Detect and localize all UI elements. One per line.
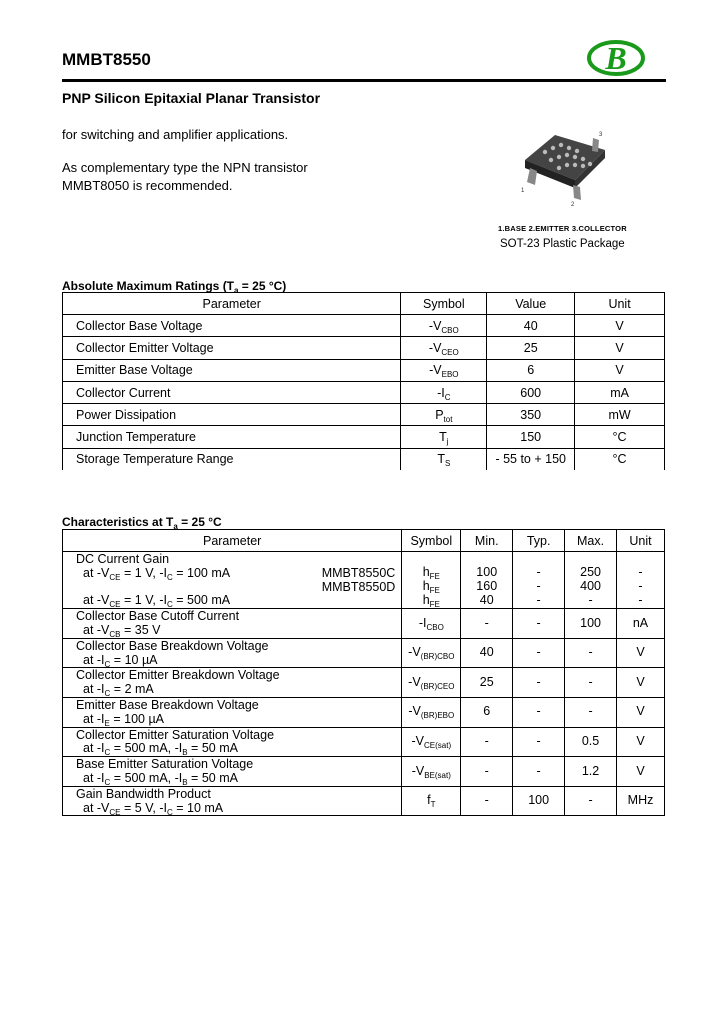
min-cell: 6	[461, 697, 513, 727]
unit-cell: V	[617, 727, 665, 757]
symbol-cell: $-I_{CBO}$	[402, 609, 461, 639]
max-cell: -	[565, 668, 617, 698]
max-cell: 100	[565, 609, 617, 639]
table-row	[63, 786, 665, 816]
condition-line: at $-V_{CE} = 1$ V, $-I_C = 100$ mA MMBT8550C	[83, 565, 396, 582]
typ-cell: -	[513, 668, 565, 698]
max-cell: -	[565, 786, 617, 816]
symbol-cell: $-V_{BE(sat)}$	[402, 757, 461, 787]
unit-cell: V	[617, 697, 665, 727]
typ-cell: -	[513, 609, 565, 639]
param-cell	[63, 552, 402, 609]
logo-letter: B	[605, 40, 627, 76]
symbol-cell: $-V_{(BR)CBO}$	[402, 638, 461, 668]
table-row	[63, 404, 665, 426]
unit-cell: nA	[617, 609, 665, 639]
col-header: Unit	[575, 293, 665, 315]
document-title: MMBT8550	[62, 50, 151, 69]
brand-logo-icon	[586, 39, 646, 77]
table-row	[63, 381, 665, 403]
table-row	[63, 337, 665, 359]
model-label: MMBT8550C	[321, 565, 396, 580]
unit-cell: V	[617, 638, 665, 668]
param-cell: Base Emitter Saturation Voltage at $-I_C = 500$ mA, $-I_B = 50$ mA	[63, 757, 402, 787]
table-row	[63, 668, 665, 698]
typ-cell: -	[513, 727, 565, 757]
max-cell: 250 400 -	[565, 552, 617, 609]
col-header: Max.	[565, 530, 617, 552]
min-cell: 100 160 40	[461, 552, 513, 609]
value-cell: 40	[487, 315, 575, 337]
typ-cell: -	[513, 757, 565, 787]
abs-max-table	[62, 292, 665, 470]
col-header: Typ.	[513, 530, 565, 552]
svg-text:3: 3	[599, 132, 603, 138]
symbol-cell: $-V_{CEO}$	[401, 337, 487, 359]
symbol-cell: $-V_{(BR)EBO}$	[402, 697, 461, 727]
col-header: Value	[487, 293, 575, 315]
param-cell: Emitter Base Voltage	[63, 359, 401, 381]
min-cell: -	[461, 609, 513, 639]
max-cell: 0.5	[565, 727, 617, 757]
unit-cell: mA	[575, 381, 665, 403]
unit-cell: V	[575, 315, 665, 337]
table-row	[63, 697, 665, 727]
package-name: SOT-23 Plastic Package	[500, 238, 625, 250]
pin-labels: 1.BASE 2.EMITTER 3.COLLECTOR	[498, 224, 627, 233]
typ-cell: -	[513, 697, 565, 727]
table-row-dc-gain	[63, 552, 665, 609]
param-cell: Collector Emitter Breakdown Voltage at $-I_C = 2$ mA	[63, 668, 402, 698]
table-header-row	[63, 293, 665, 315]
param-cell: Collector Base Voltage	[63, 315, 401, 337]
param-cell: Gain Bandwidth Product at $-V_{CE} = 5$ V, $-I_C = 10$ mA	[63, 786, 402, 816]
table-row	[63, 426, 665, 448]
intro-line-1: for switching and amplifier applications.	[62, 127, 289, 142]
sot23-package-icon	[515, 130, 615, 210]
param-cell: Power Dissipation	[63, 404, 401, 426]
param-cell: Collector Emitter Voltage	[63, 337, 401, 359]
typ-cell: -	[513, 638, 565, 668]
symbol-cell: $h_{FE}$ $h_{FE}$ $h_{FE}$	[402, 552, 461, 609]
condition-line: at $-V_{CE} = 1$ V, $-I_C = 500$ mA	[83, 593, 231, 610]
symbol-cell: $-V_{CBO}$	[401, 315, 487, 337]
table-row	[63, 638, 665, 668]
symbol-cell: $f_T$	[402, 786, 461, 816]
value-cell: 350	[487, 404, 575, 426]
table-row	[63, 727, 665, 757]
unit-cell: °C	[575, 426, 665, 448]
table-header-row	[63, 530, 665, 552]
value-cell: 150	[487, 426, 575, 448]
symbol-cell: $-V_{EBO}$	[401, 359, 487, 381]
col-header: Symbol	[401, 293, 487, 315]
intro-line-2: As complementary type the NPN transistor	[62, 160, 308, 175]
unit-cell: MHz	[617, 786, 665, 816]
unit-cell: V	[575, 359, 665, 381]
value-cell: 6	[487, 359, 575, 381]
title-rule	[62, 79, 666, 82]
table-row	[63, 359, 665, 381]
symbol-cell: $P_{tot}$	[401, 404, 487, 426]
max-cell: -	[565, 697, 617, 727]
col-header: Min.	[461, 530, 513, 552]
min-cell: 40	[461, 638, 513, 668]
param-cell: Collector Base Breakdown Voltage at $-I_C = 10$ µA	[63, 638, 402, 668]
param-cell: Collector Current	[63, 381, 401, 403]
symbol-cell: $-V_{(BR)CEO}$	[402, 668, 461, 698]
table-row	[63, 315, 665, 337]
value-cell: 600	[487, 381, 575, 403]
table-row	[63, 448, 665, 470]
svg-text:1: 1	[521, 188, 525, 194]
param-cell: Collector Emitter Saturation Voltage at $-I_C = 500$ mA, $-I_B = 50$ mA	[63, 727, 402, 757]
abs-max-title: Absolute Maximum Ratings ($T_a = 25$ °C)	[62, 279, 287, 295]
unit-cell: °C	[575, 448, 665, 470]
table-row	[63, 757, 665, 787]
chars-title: Characteristics at $T_a = 25$ °C	[62, 515, 222, 531]
unit-cell: - - -	[617, 552, 665, 609]
symbol-cell: $-I_C$	[401, 381, 487, 403]
model-label: MMBT8550D	[321, 579, 396, 594]
unit-cell: V	[575, 337, 665, 359]
col-header: Parameter	[63, 530, 402, 552]
min-cell: 25	[461, 668, 513, 698]
document-subtitle: PNP Silicon Epitaxial Planar Transistor	[62, 90, 321, 106]
symbol-cell: $T_j$	[401, 426, 487, 448]
symbol-cell: $-V_{CE(sat)}$	[402, 727, 461, 757]
min-cell: -	[461, 786, 513, 816]
unit-cell: mW	[575, 404, 665, 426]
param-cell: Storage Temperature Range	[63, 448, 401, 470]
param-cell: Emitter Base Breakdown Voltage at $-I_E = 100$ µA	[63, 697, 402, 727]
param-name: DC Current Gain	[76, 552, 170, 566]
typ-cell: - - -	[513, 552, 565, 609]
min-cell: -	[461, 757, 513, 787]
value-cell: - 55 to + 150	[487, 448, 575, 470]
param-cell: Collector Base Cutoff Current at $-V_{CB} = 35$ V	[63, 609, 402, 639]
unit-cell: V	[617, 668, 665, 698]
typ-cell: 100	[513, 786, 565, 816]
table-row	[63, 609, 665, 639]
col-header: Symbol	[402, 530, 461, 552]
min-cell: -	[461, 727, 513, 757]
value-cell: 25	[487, 337, 575, 359]
col-header: Parameter	[63, 293, 401, 315]
intro-line-3: MMBT8050 is recommended.	[62, 178, 233, 193]
param-cell: Junction Temperature	[63, 426, 401, 448]
condition-line	[76, 581, 401, 595]
unit-cell: V	[617, 757, 665, 787]
symbol-cell: $T_S$	[401, 448, 487, 470]
svg-text:2: 2	[571, 202, 575, 208]
max-cell: -	[565, 638, 617, 668]
col-header: Unit	[617, 530, 665, 552]
max-cell: 1.2	[565, 757, 617, 787]
characteristics-table	[62, 529, 665, 816]
